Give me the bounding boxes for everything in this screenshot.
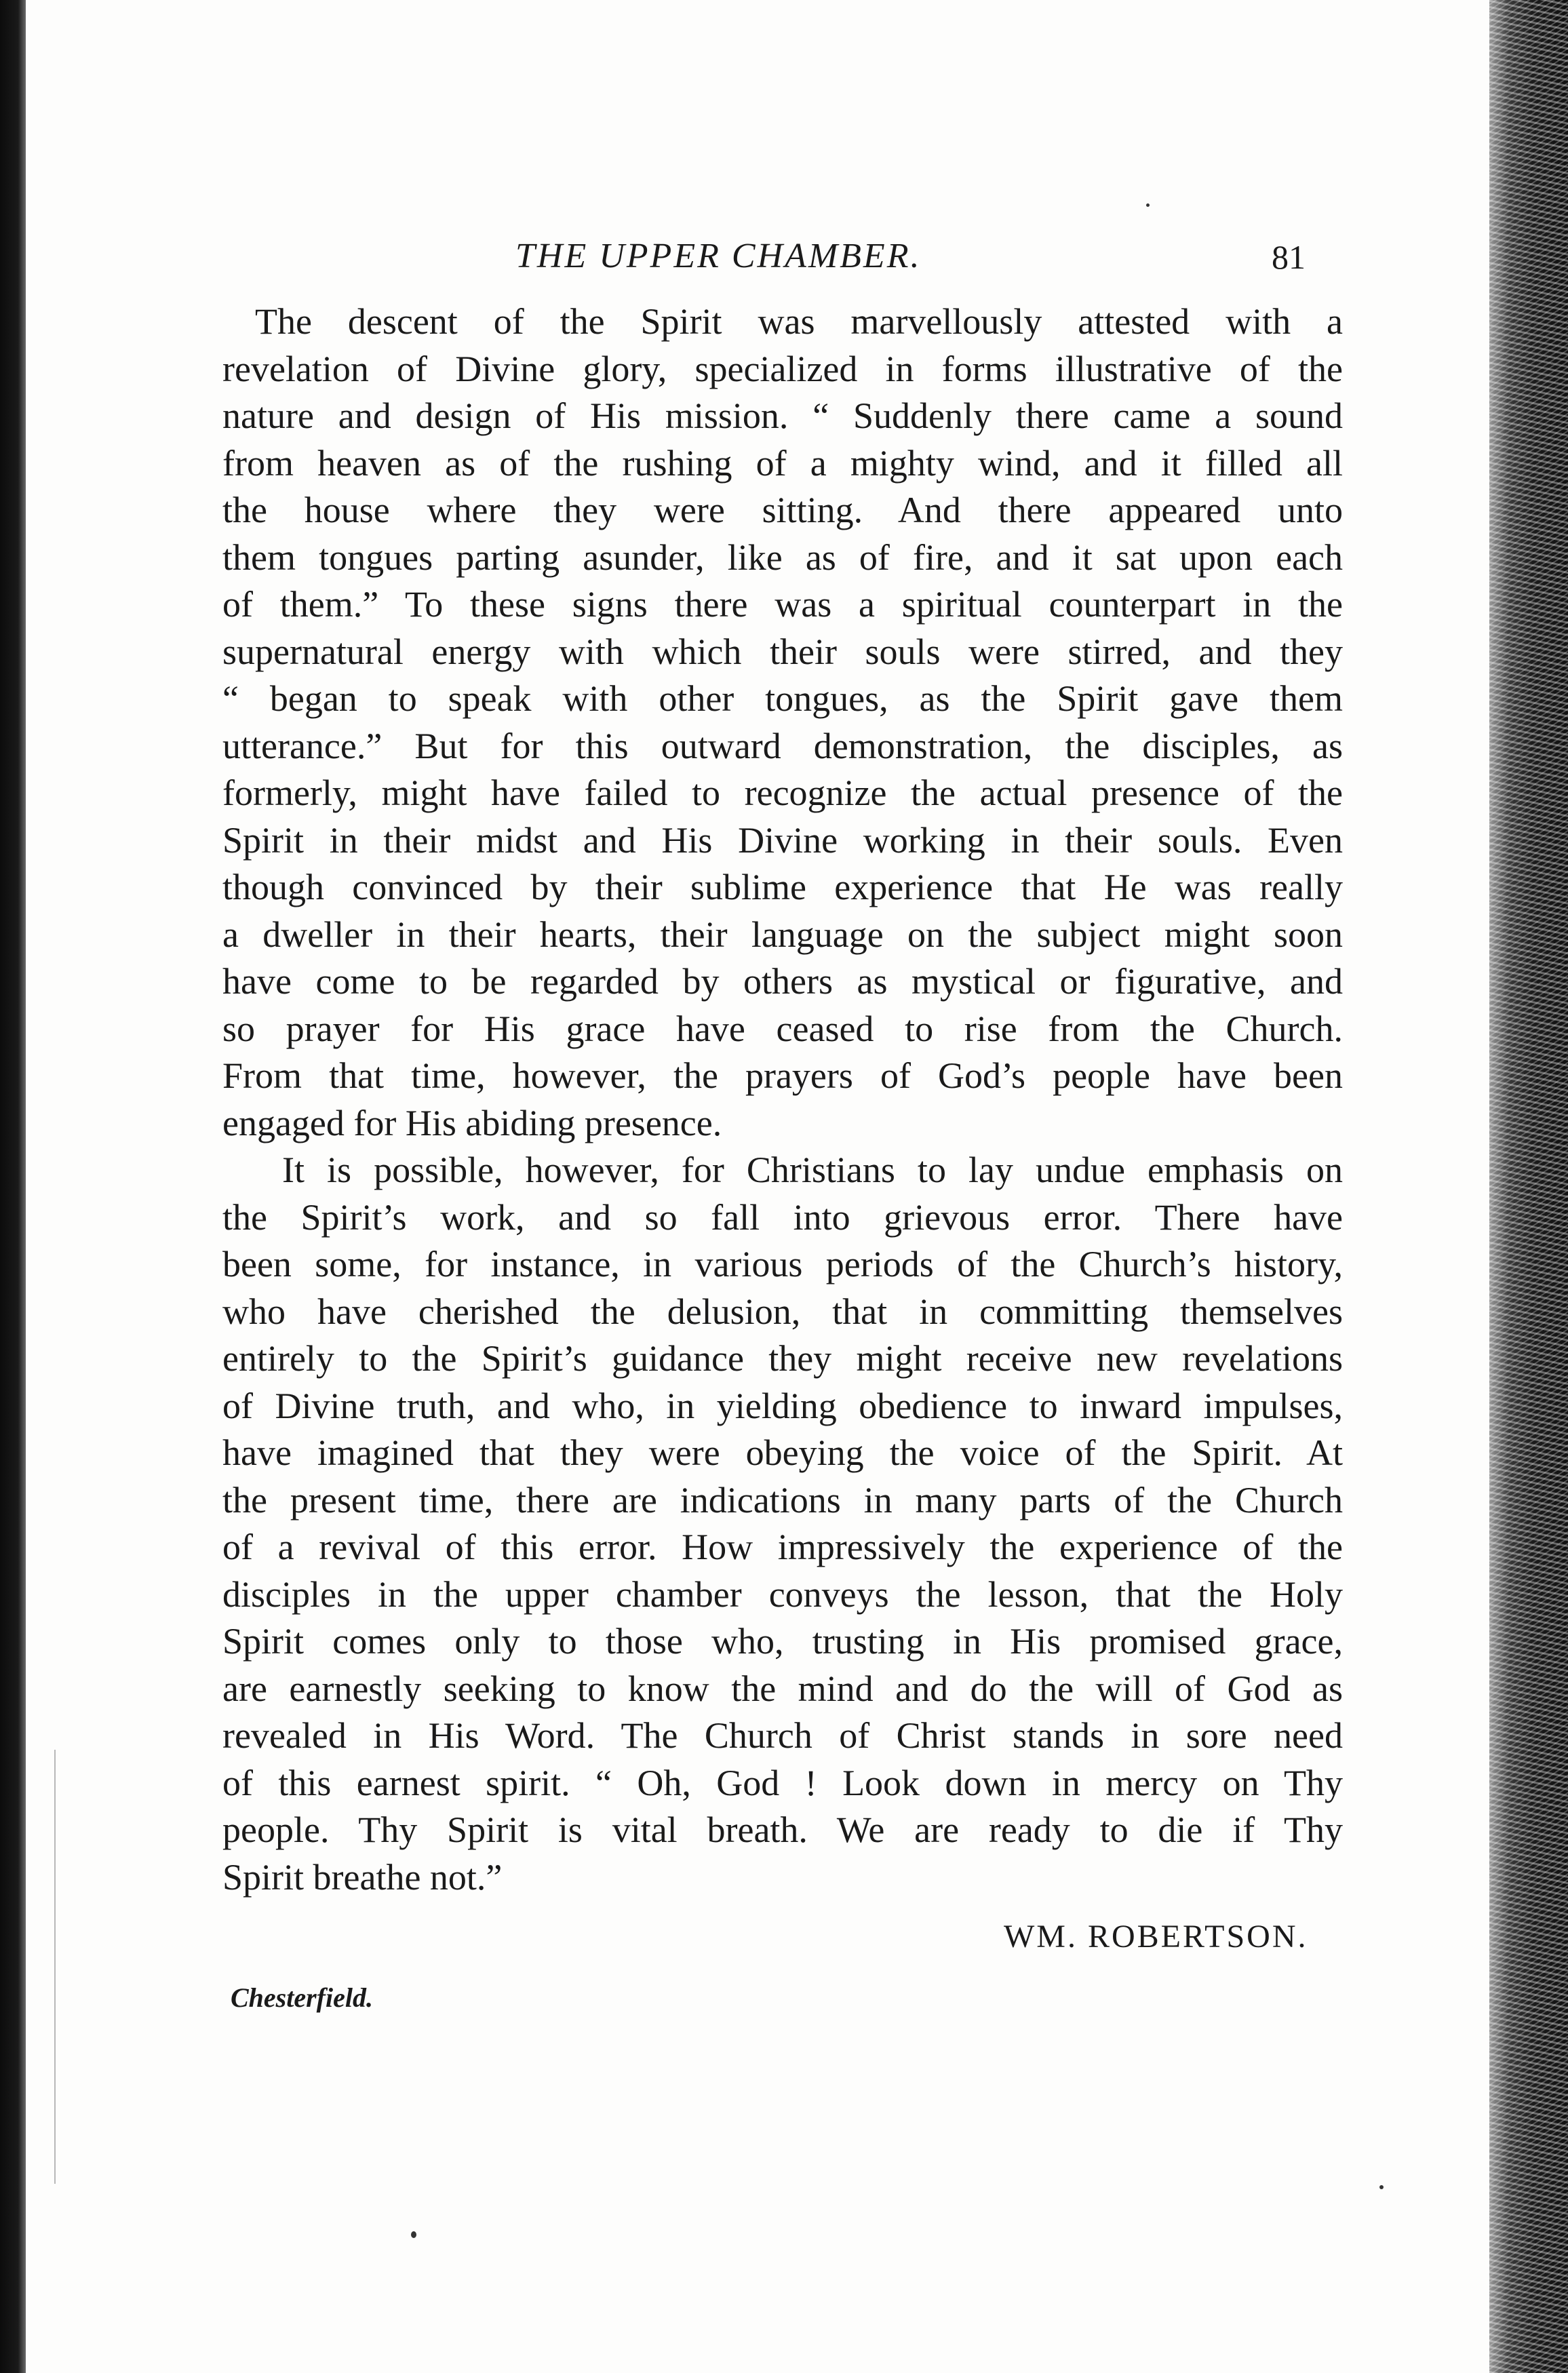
place-name: Chesterfield. [231, 1982, 373, 2013]
page-number: 81 [1272, 238, 1306, 276]
text-line: them tongues parting asunder, like as of fire, and it sat upon each [222, 536, 1343, 578]
text-line: of a revival of this error. How impressively the experience of the [222, 1527, 1343, 1567]
text-line: From that time, however, the prayers of God’s people have been [222, 1055, 1343, 1096]
running-title: THE UPPER CHAMBER. [515, 237, 922, 275]
text-line: are earnestly seeking to know the mind and do the will of God as [222, 1668, 1343, 1709]
text-line: “ began to speak with other tongues, as the Spirit gave them [222, 678, 1343, 719]
text-line: people. Thy Spirit is vital breath. We are ready to die if Thy [222, 1809, 1343, 1850]
text-line: of them.” To these signs there was a spiritual counterpart in the [222, 584, 1343, 625]
text-line: a dweller in their hearts, their language on the subject might soon [222, 914, 1343, 955]
text-line: utterance.” But for this outward demonstration, the disciples, as [222, 725, 1343, 766]
text-line: engaged for His abiding presence. [222, 1102, 722, 1143]
text-line: Spirit comes only to those who, trusting in His promised grace, [222, 1621, 1343, 1662]
scan-speck [411, 2231, 416, 2238]
paragraph-2 [222, 1147, 1343, 1901]
text-line: the Spirit’s work, and so fall into grievous error. There have [222, 1196, 1343, 1238]
text-line: the present time, there are indications in many parts of the Church [222, 1479, 1343, 1521]
text-line: Spirit breathe not.” [222, 1856, 503, 1898]
text-line: of this earnest spirit. “ Oh, God ! Look down in mercy on Thy [222, 1762, 1343, 1803]
text-line: of Divine truth, and who, in yielding obedience to inward impulses, [222, 1385, 1343, 1426]
body-text [222, 298, 1343, 1901]
text-line: have come to be regarded by others as mystical or figurative, and [222, 961, 1343, 1002]
text-line: Spirit in their midst and His Divine working in their souls. Even [222, 819, 1343, 861]
text-line: It is possible, however, for Christians to lay undue emphasis on [282, 1150, 1343, 1190]
text-line: have imagined that they were obeying the voice of the Spirit. At [222, 1432, 1343, 1473]
scan-artifact-line [54, 1750, 56, 2184]
scan-speck [1379, 2185, 1384, 2189]
text-line: who have cherished the delusion, that in committing themselves [222, 1291, 1343, 1332]
text-line: from heaven as of the rushing of a mighty wind, and it filled all [222, 442, 1343, 484]
author-signature: WM. ROBERTSON. [1004, 1919, 1308, 1955]
text-line: The descent of the Spirit was marvellously attested with a [255, 301, 1343, 342]
text-line: supernatural energy with which their souls were stirred, and they [222, 631, 1343, 672]
text-line: so prayer for His grace have ceased to rise from the Church. [222, 1008, 1343, 1049]
text-line: though convinced by their sublime experience that He was really [222, 867, 1343, 907]
text-line: nature and design of His mission. “ Suddenly there came a sound [222, 395, 1343, 436]
text-line: disciples in the upper chamber conveys the lesson, that the Holy [222, 1573, 1343, 1615]
text-line: formerly, might have failed to recognize the actual presence of the [222, 772, 1343, 813]
scan-speck [1146, 203, 1150, 207]
paragraph-1 [222, 298, 1343, 1147]
text-line: been some, for instance, in various periods of the Church’s history, [222, 1244, 1343, 1284]
scan-edge-right [1489, 0, 1568, 2373]
scan-edge-left [0, 0, 26, 2373]
text-line: the house where they were sitting. And there appeared unto [222, 490, 1343, 530]
text-line: revelation of Divine glory, specialized in forms illustrative of the [222, 348, 1343, 389]
text-line: entirely to the Spirit’s guidance they might receive new revelations [222, 1338, 1343, 1379]
text-line: revealed in His Word. The Church of Christ stands in sore need [222, 1715, 1343, 1756]
